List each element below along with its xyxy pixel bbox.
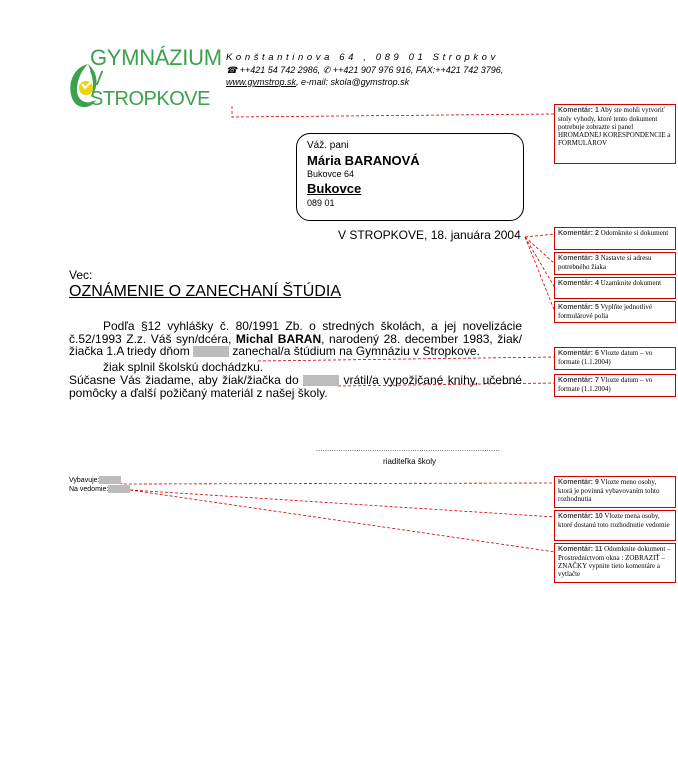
comment-label: Komentár: 7 [558,377,599,384]
recipient-name: Mária BARANOVÁ [307,153,420,168]
recipient-zip: 089 01 [307,198,335,208]
subject-label: Vec: [69,268,93,282]
comment-text: Nastavte si adresu potrebného žiaka [558,254,652,271]
comment-balloon[interactable] [554,104,676,164]
comment-label: Komentár: 4 [558,280,599,287]
body-paragraph-2: žiak splnil školskú dochádzku. [103,360,264,374]
signature-dots: .................................................................................. [316,446,501,453]
body-paragraph-1 [69,320,522,358]
leave-date-field[interactable] [193,346,229,357]
comment-balloon[interactable] [554,510,676,541]
date-line: V STROPKOVE, 18. januára 2004 [338,228,521,242]
web-email-line [226,76,503,88]
comment-balloon[interactable] [554,277,676,299]
comment-balloon[interactable] [554,476,676,508]
comment-balloon[interactable] [554,227,676,250]
comment-balloon[interactable] [554,252,676,275]
body-p1-part-b: , narodený 28. december 1983, žiak/žiačka 1.A triedy dňom [69,331,522,358]
recipient-address-box [296,133,524,221]
school-address: Konštantinova 64 , 089 01 Stropkov [226,52,499,63]
comment-text: Odomknite dokument – Prostredníctvom okna : ZOBRAZIŤ – ZNAČKY vypnite tieto komentáre a vytlačte [558,545,671,578]
email-text: , e-mail: skola@gymstrop.sk [296,77,410,87]
body-p1-part-a: Podľa §12 vyhlášky č. 80/1991 Zb. o stredných školách, a jej novelizácie č.52/1993 Z.z. Váš syn/dcéra, [69,319,522,346]
navedomie-row [69,485,130,493]
vybavuje-field[interactable] [99,476,121,484]
comment-label: Komentár: 5 [558,304,599,311]
comment-balloon[interactable] [554,543,676,583]
recipient-city: Bukovce [307,181,362,196]
comment-text: Vlozte datum – vo formate (1.1.2004) [558,349,653,366]
student-name: Michal BARAN [235,331,322,346]
comment-balloon[interactable] [554,374,676,397]
body-p3-part-a: Súčasne Vás žiadame, aby žiak/žiačka do [69,373,304,387]
comment-balloon[interactable] [554,347,676,370]
body-paragraph-3 [69,374,522,399]
website-link[interactable]: www.gymstrop.sk [226,77,297,87]
comment-label: Komentár: 2 [558,230,599,237]
comment-text: Vyplňte jednotlivé formulárové polia [558,303,652,320]
logo-line-1: GYMNÁZIUM [90,45,222,70]
vybavuje-label: Vybavuje: [69,476,100,484]
comment-text: Vlozte meno osoby, ktorá je povinná vybavovaním tohto rozhodnutia [558,478,660,503]
recipient-salutation: Váž. pani [307,140,349,151]
comment-label: Komentár: 3 [558,255,599,262]
body-p3-part-b: vrátil/a vypožičané knihy, učebné pomôcky a ďalší požičaný materiál z našej školy. [69,373,522,400]
comment-label: Komentár: 11 [558,546,603,553]
contact-block [226,52,503,88]
navedomie-label: Na vedomie: [69,485,109,493]
document-title: OZNÁMENIE O ZANECHANÍ ŠTÚDIA [69,283,342,300]
comment-text: Uzamknite dokument [600,279,662,287]
comment-balloon[interactable] [554,301,676,323]
signature-label: riaditeľka školy [383,457,437,466]
logo-line-2: V STROPKOVE [90,68,210,110]
comment-text: Vlozte mena osoby, ktoré dostanú toto rozhodnutie vedomie [558,512,670,529]
comment-text: Aby ste mohli vytvoriť stoly vyhody, ktoré tento dokument potrebuje zobrazte si panel HROMADNEJ KORESPONDENCIE a FORMULÁROV [558,106,671,147]
recipient-street: Bukovce 64 [307,169,355,179]
comment-label: Komentár: 6 [558,350,599,357]
comment-text: Odomknite si dokument [600,229,669,237]
navedomie-field[interactable] [108,485,130,493]
comment-label: Komentár: 1 [558,107,599,114]
comment-label: Komentár: 9 [558,479,599,486]
comment-text: Vlozte datum – vo formate (1.1.2004) [558,376,653,393]
school-logo [66,44,226,114]
body-p1-part-c: zanechal/a štúdium na Gymnáziu v Stropkove. [229,344,480,358]
phone-line: ☎ ++421 54 742 2986, ✆ ++421 907 976 916, FAX:++421 742 3796, [226,65,504,75]
vybavuje-row [69,476,121,484]
comment-label: Komentár: 10 [558,513,603,520]
